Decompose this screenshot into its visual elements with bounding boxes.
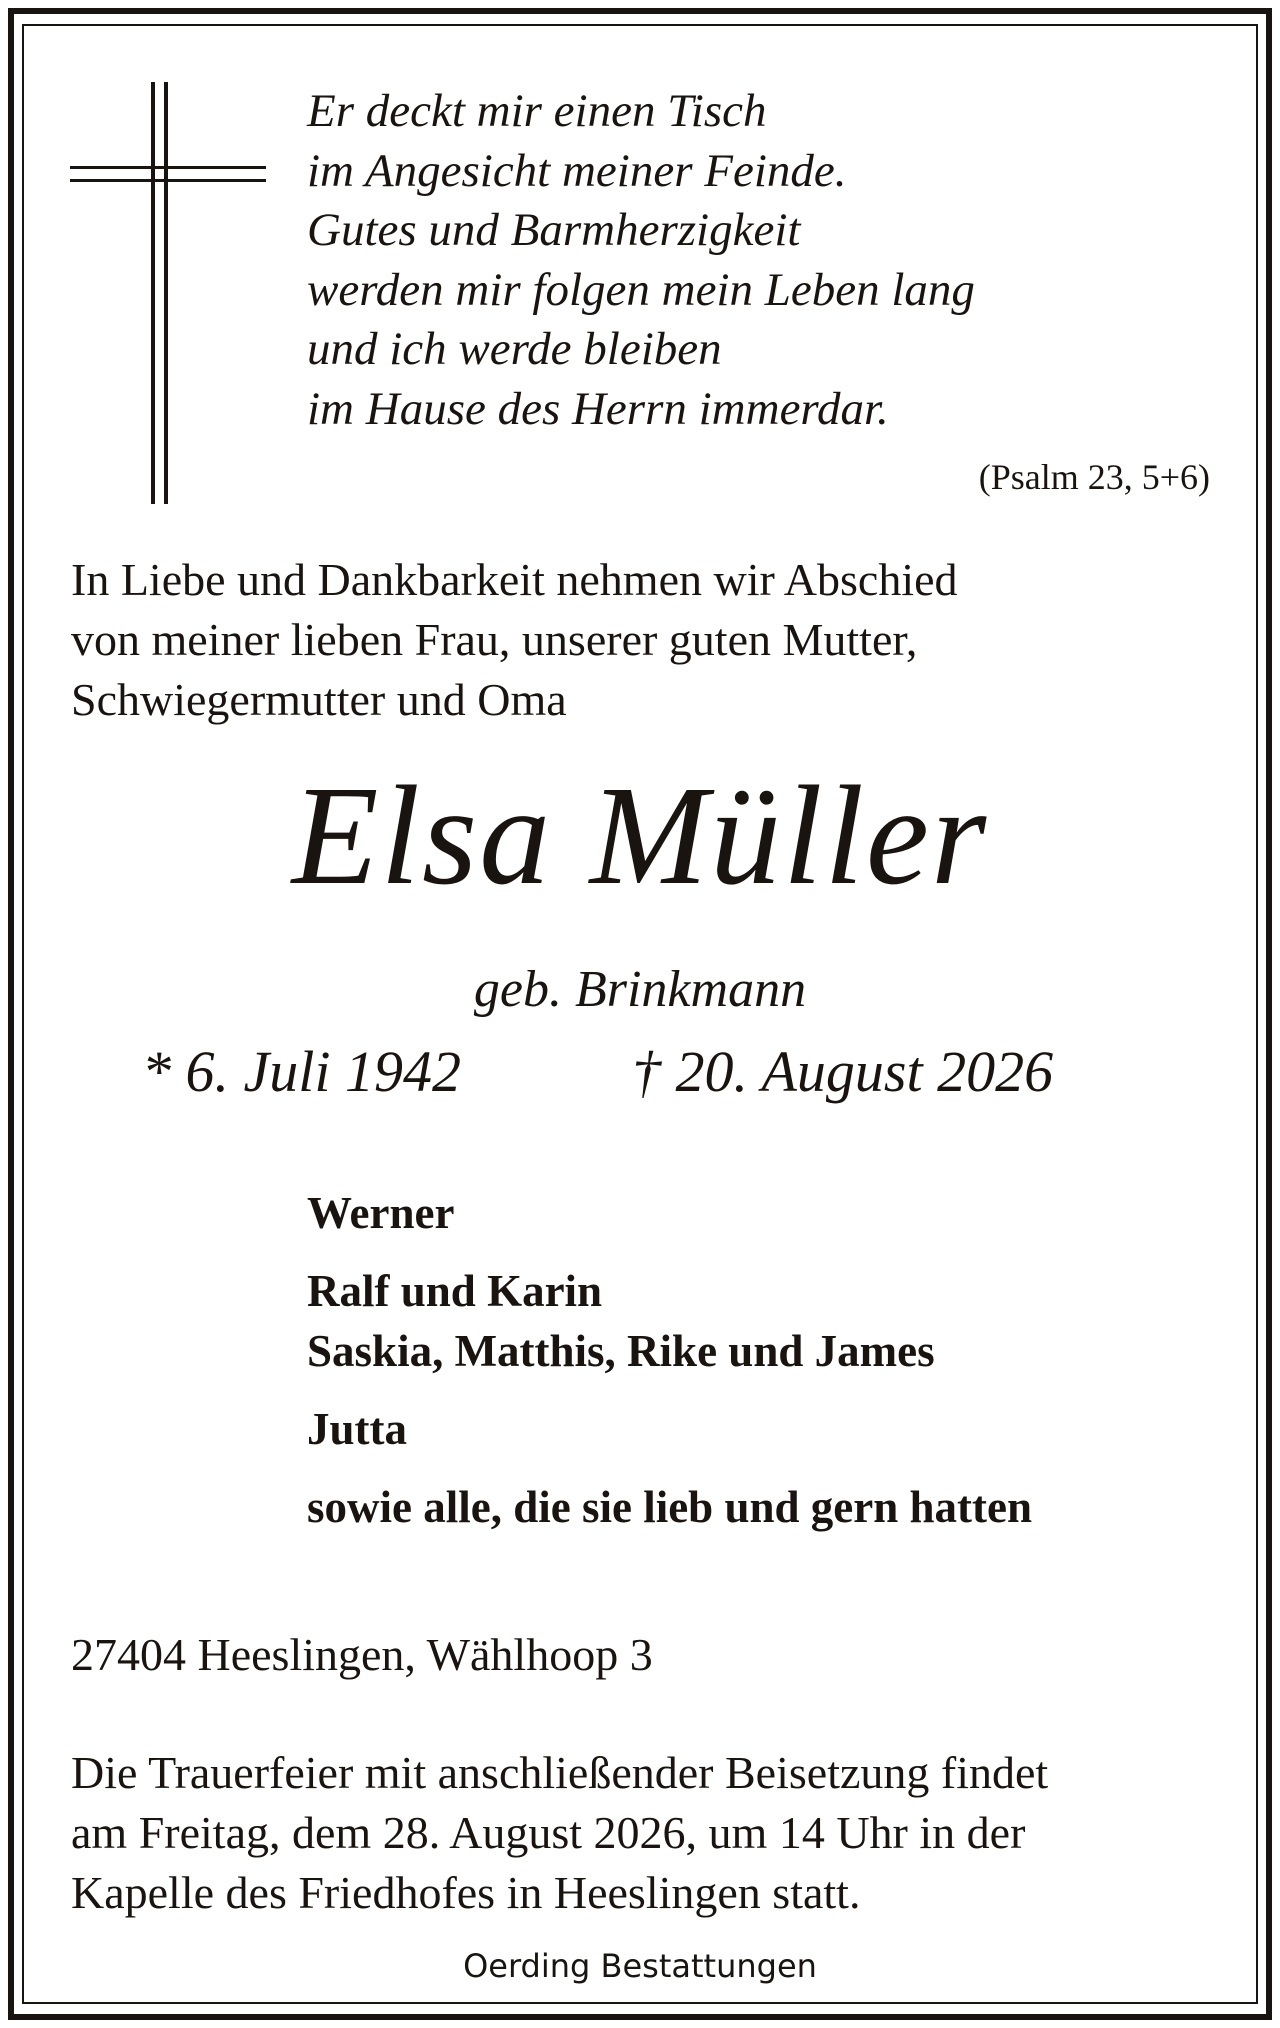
psalm-line: und ich werde bleiben	[307, 323, 722, 375]
death-date: † 20. August 2026	[632, 1039, 1054, 1104]
service-line: Kapelle des Friedhofes in Heeslingen statt.	[71, 1867, 861, 1918]
psalm-line: werden mir folgen mein Leben lang	[307, 263, 975, 316]
family-line: Saskia, Matthis, Rike und James	[307, 1326, 935, 1376]
family-line: sowie alle, die sie lieb und gern hatten	[307, 1482, 1033, 1532]
service-line: am Freitag, dem 28. August 2026, um 14 Uhr in der	[71, 1807, 1026, 1858]
psalm-line: im Angesicht meiner Feinde.	[307, 144, 847, 197]
service-line: Die Trauerfeier mit anschließender Beisetzung findet	[71, 1747, 1049, 1798]
intro-line: In Liebe und Dankbarkeit nehmen wir Abschied	[71, 554, 958, 605]
family-line: Jutta	[307, 1404, 407, 1454]
family-line: Ralf und Karin	[307, 1266, 603, 1316]
psalm-line: Gutes und Barmherzigkeit	[307, 204, 801, 256]
intro-line: von meiner lieben Frau, unserer guten Mutter,	[71, 614, 918, 665]
psalm-reference: (Psalm 23, 5+6)	[978, 457, 1210, 497]
psalm-line: Er deckt mir einen Tisch	[307, 85, 767, 137]
intro-line: Schwiegermutter und Oma	[71, 674, 567, 725]
intro-text	[71, 550, 958, 730]
psalm-line: im Hause des Herrn immerdar.	[307, 382, 889, 435]
family-line: Werner	[307, 1188, 455, 1238]
service-details	[71, 1743, 1048, 1923]
birth-date: * 6. Juli 1942	[142, 1039, 461, 1104]
address: 27404 Heeslingen, Wählhoop 3	[71, 1629, 653, 1680]
undertaker-name: Oerding Bestattungen	[463, 1947, 817, 1985]
maiden-name: geb. Brinkmann	[473, 961, 807, 1018]
psalm-verse	[307, 82, 975, 439]
deceased-name: Elsa Müller	[291, 756, 989, 914]
cross-icon	[70, 82, 266, 504]
family-list	[307, 1183, 1032, 1537]
